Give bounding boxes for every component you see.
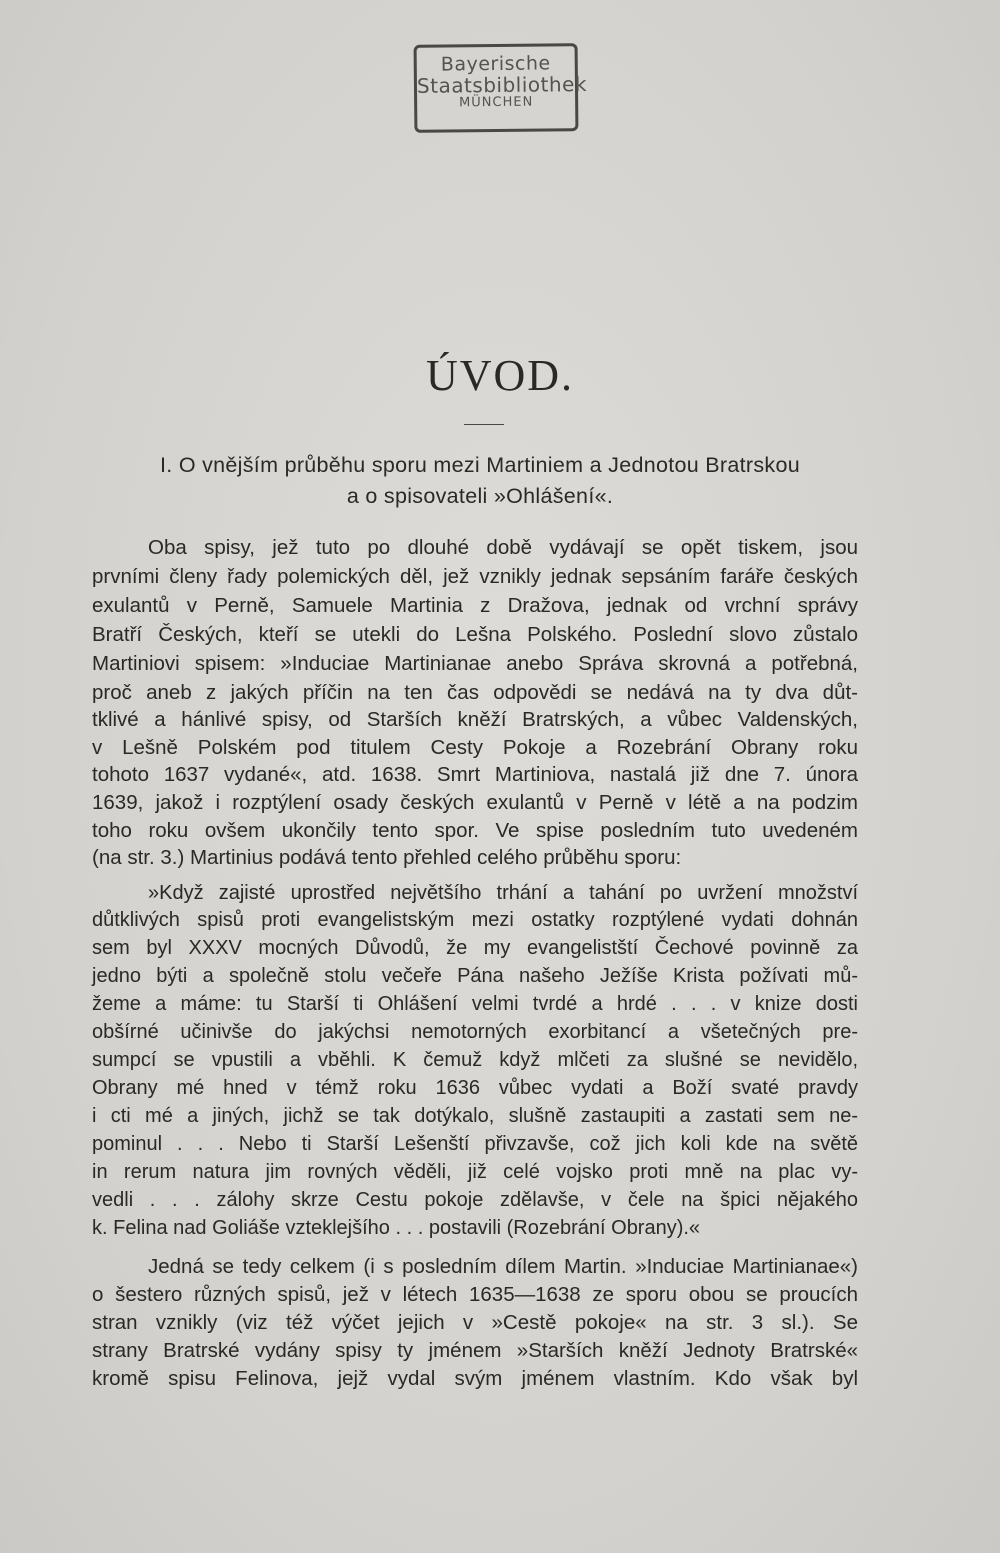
paragraph-1-line: Oba spisy, jež tuto po dlouhé době vydávají se opět tiskem, jsou	[148, 536, 858, 559]
paragraph-2-line: o šestero různých spisů, jež v létech 1635—1638 ze sporu obou se proucích	[92, 1283, 858, 1306]
quote-line: žeme a máme: tu Starší ti Ohlášení velmi tvrdé a hrdé . . . v knize dosti	[92, 993, 858, 1015]
quote-line: sumpcí se vpustili a vběhli. K čemuž když mlčeti za slušné se nevidělo,	[92, 1049, 858, 1071]
paragraph-1-line: toho roku ovšem ukončily tento spor. Ve spise posledním tuto uvedeném	[92, 819, 858, 842]
quote-line: jedno býti a společně stolu večeře Pána našeho Ježíše Krista požívati mů-	[92, 965, 858, 987]
paragraph-2-line: kromě spisu Felinova, jejž vydal svým jménem vlastním. Kdo však byl	[92, 1367, 858, 1390]
page-title: ÚVOD.	[425, 351, 575, 400]
paragraph-2-line: strany Bratrské vydány spisy ty jménem »Starších kněží Jednoty Bratrské«	[92, 1339, 858, 1362]
section-heading-line-2: a o spisovateli »Ohlášení«.	[346, 484, 614, 508]
paragraph-1-line: exulantů v Perně, Samuele Martinia z Dražova, jednak od vrchní správy	[92, 594, 858, 617]
stamp-line-2: Staatsbibliothek	[416, 72, 588, 98]
paragraph-1-line: Bratří Českých, kteří se utekli do Lešna Polského. Poslední slovo zůstalo	[92, 623, 858, 646]
quote-line: in rerum natura jim rovných věděli, již celé vojsko proti mně na plac vy-	[92, 1161, 858, 1183]
quote-line: i cti mé a jiných, jichž se tak dotýkalo, slušně zastaupiti a zastati sem ne-	[92, 1105, 858, 1127]
quote-line: obšírné učinivše do jakýchsi nemotorných exorbitancí a všetečných pre-	[92, 1021, 858, 1043]
quote-line: Obrany mé hned v témž roku 1636 vůbec vydati a Boží svaté pravdy	[92, 1077, 858, 1099]
quote-line: pominul . . . Nebo ti Starší Lešenští přivzavše, což jich koli kde na světě	[92, 1133, 858, 1155]
quote-line: důtklivých spisů proti evangelistským mezi ostatky rozptýlené vydati dohnán	[92, 909, 858, 931]
paragraph-1-line: tklivé a hánlivé spisy, od Starších kněží Bratrských, a vůbec Valdenských,	[92, 708, 858, 731]
quote-line: »Když zajisté uprostřed největšího trhání a tahání po uvržení množství	[148, 882, 858, 904]
paragraph-2-line: stran vznikly (viz též výčet jejich v »Cestě pokoje« na str. 3 sl.). Se	[92, 1311, 858, 1334]
quote-line: k. Felina nad Goliáše vzteklejšího . . . postavili (Rozebrání Obrany).«	[92, 1217, 701, 1239]
quote-line: sem byl XXXV mocných Důvodů, že my evangelistští Čechové povinně za	[92, 937, 858, 959]
quote-line: vedli . . . zálohy skrze Cestu pokoje zdělavše, v čele na špici nějakého	[92, 1189, 858, 1211]
section-heading-line-1: I. O vnějším průběhu sporu mezi Martiniem a Jednotou Bratrskou	[160, 453, 800, 477]
paragraph-1-line: tohoto 1637 vydané«, atd. 1638. Smrt Martiniova, nastalá již dne 7. února	[92, 763, 858, 786]
paragraph-1-line: 1639, jakož i rozptýlení osady českých exulantů v Perně v létě a na podzim	[92, 791, 858, 814]
stamp-line-3: MÜNCHEN	[458, 94, 534, 111]
paragraph-1-line: (na str. 3.) Martinius podává tento přehled celého průběhu sporu:	[92, 846, 682, 869]
stamp-line-1: Bayerische	[440, 52, 551, 76]
title-divider	[464, 424, 504, 425]
paragraph-1-line: v Lešně Polském pod titulem Cesty Pokoje a Rozebrání Obrany roku	[92, 736, 858, 759]
library-stamp	[414, 43, 588, 133]
paragraph-1-line: Martiniovi spisem: »Induciae Martinianae anebo Správa skrovná a potřebná,	[92, 652, 858, 675]
paragraph-1-line: prvními členy řady polemických děl, jež vznikly jednak sepsáním faráře českých	[92, 565, 858, 588]
paragraph-1-line: proč aneb z jakých příčin na ten čas odpovědi se nedává na ty dva důt-	[92, 681, 858, 704]
paragraph-2-line: Jedná se tedy celkem (i s posledním dílem Martin. »Induciae Martinianae«)	[148, 1255, 858, 1278]
